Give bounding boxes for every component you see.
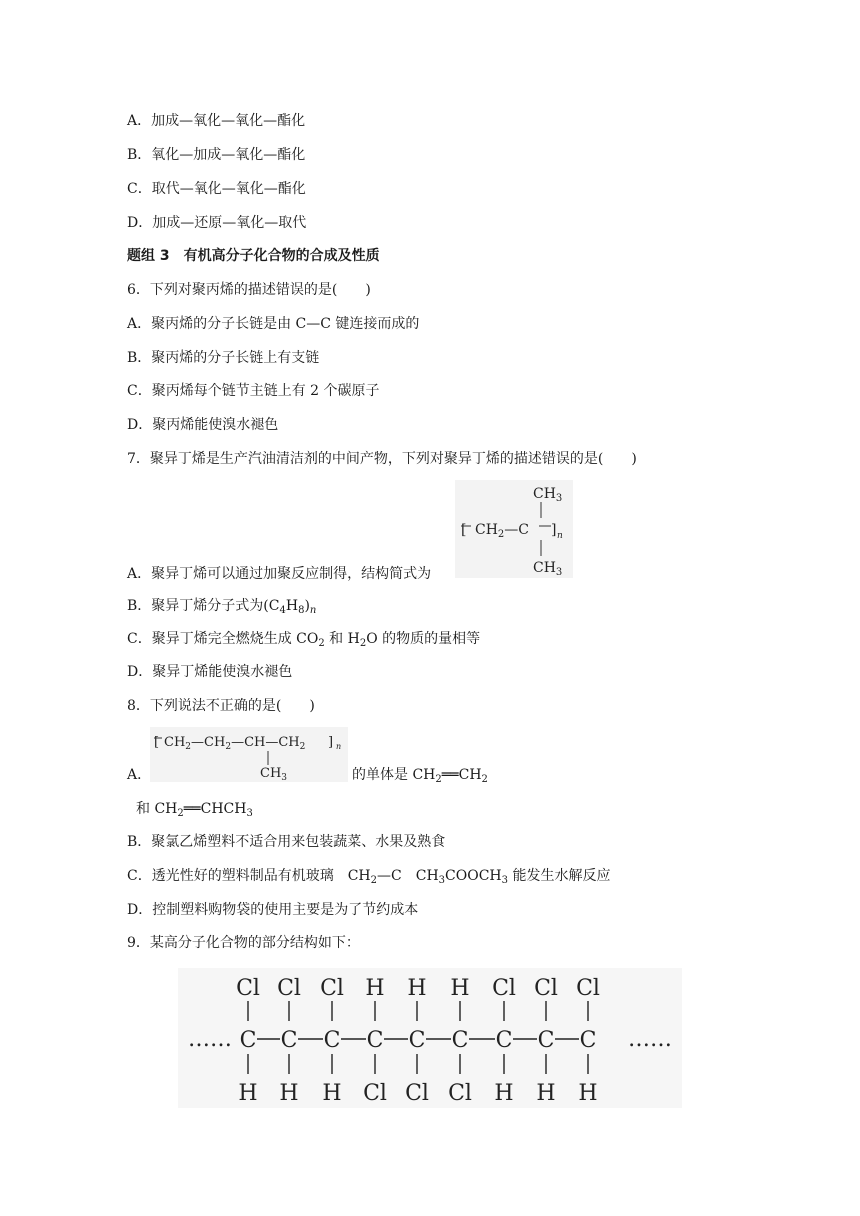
bottom-atom: Cl xyxy=(363,1081,387,1106)
chain-dots-right: …… xyxy=(628,1027,672,1052)
bottom-atom: Cl xyxy=(448,1081,472,1106)
q5-option-a: A．加成—氧化—氧化—酯化 xyxy=(127,113,306,129)
section-title: 题组 3 有机高分子化合物的合成及性质 xyxy=(127,248,380,264)
svg-text:]: ] xyxy=(551,522,557,538)
bottom-atom: Cl xyxy=(405,1081,429,1106)
q7-struct-n: n xyxy=(557,531,563,541)
top-atom: Cl xyxy=(236,976,260,1001)
q6-option-a: A．聚丙烯的分子长链是由 C—C 键连接而成的 xyxy=(127,316,420,332)
chain-carbon: C xyxy=(239,1028,257,1053)
q7-stem: 7．聚异丁烯是生产汽油清洁剂的中间产物，下列对聚异丁烯的描述错误的是( ) xyxy=(127,451,637,467)
chain-carbon: C xyxy=(579,1028,597,1053)
q9-stem: 9．某高分子化合物的部分结构如下： xyxy=(127,935,360,951)
top-atom: H xyxy=(407,976,427,1001)
q8-option-a-label: A． xyxy=(127,767,152,783)
chain-carbon: C xyxy=(280,1028,298,1053)
bottom-atom: H xyxy=(279,1081,299,1106)
chain-carbon: C xyxy=(408,1028,426,1053)
top-atom: Cl xyxy=(277,976,301,1001)
q8-polymer-structure xyxy=(150,727,348,782)
top-atom: Cl xyxy=(320,976,344,1001)
svg-text:]: ] xyxy=(328,735,334,750)
q5-option-c: C．取代—氧化—氧化—酯化 xyxy=(127,181,306,197)
chain-carbon: C xyxy=(366,1028,384,1053)
q7-struct-bracket-left: [ xyxy=(461,522,467,538)
q8-option-a-line2: 和 $CH_2══CHCH_3$ xyxy=(136,801,253,819)
q6-option-c: C．聚丙烯每个链节主链上有 2 个碳原子 xyxy=(127,383,380,399)
q8-option-b: B．聚氯乙烯塑料不适合用来包装蔬菜、水果及熟食 xyxy=(127,834,446,850)
q6-option-b: B．聚丙烯的分子长链上有支链 xyxy=(127,350,320,366)
q8-option-a-text: 的单体是 $CH_2══CH_2$ xyxy=(352,767,488,785)
q8-option-d: D．控制塑料购物袋的使用主要是为了节约成本 xyxy=(127,902,419,918)
chain-carbon: C xyxy=(495,1028,513,1053)
top-atom: Cl xyxy=(576,976,600,1001)
q8-stem: 8．下列说法不正确的是( ) xyxy=(127,698,315,714)
q6-option-d: D．聚丙烯能使溴水褪色 xyxy=(127,417,279,433)
top-atom: H xyxy=(450,976,470,1001)
q7-struct-ch3-top: $CH_3$ xyxy=(533,486,563,504)
q7-struct-ch3-bottom: $CH_3$ xyxy=(533,560,563,578)
chain-dots-left: …… xyxy=(188,1027,232,1052)
bottom-atom: H xyxy=(494,1081,514,1106)
q8-struct-branch: $CH_3$ xyxy=(260,766,288,782)
q5-option-b: B．氧化—加成—氧化—酯化 xyxy=(127,147,306,163)
q8-option-c: C．透光性好的塑料制品有机玻璃 $CH_2—C$ $CH_3COOCH_3$ 能发生水解反应 xyxy=(127,868,611,886)
q9-polymer-chain xyxy=(178,968,682,1108)
q7-option-b: B．聚异丁烯分子式为$(C_4H_8)_n$ xyxy=(127,598,317,616)
q5-option-d: D．加成—还原—氧化—取代 xyxy=(127,215,307,231)
bottom-atom: H xyxy=(578,1081,598,1106)
polyisobutylene-structure xyxy=(455,480,573,578)
bottom-atom: H xyxy=(322,1081,342,1106)
q7-option-d: D．聚异丁烯能使溴水褪色 xyxy=(127,664,293,680)
q7-option-c: C．聚异丁烯完全燃烧生成 $CO_2$ 和 $H_2O$ 的物质的量相等 xyxy=(127,631,481,649)
q8-struct-main: $CH_2—CH_2—CH—CH_2$ xyxy=(164,735,306,752)
chain-carbon: C xyxy=(323,1028,341,1053)
top-atom: Cl xyxy=(534,976,558,1001)
q6-stem: 6．下列对聚丙烯的描述错误的是( ) xyxy=(127,282,371,298)
q7-struct-main: $CH_2—C$ xyxy=(475,522,530,540)
q7-option-a: A．聚异丁烯可以通过加聚反应制得，结构简式为 xyxy=(127,566,432,582)
q8-struct-n: n xyxy=(336,742,342,751)
svg-text:[: [ xyxy=(154,735,160,750)
chain-carbon: C xyxy=(451,1028,469,1053)
chain-carbon: C xyxy=(537,1028,555,1053)
top-atom: Cl xyxy=(492,976,516,1001)
top-atom: H xyxy=(365,976,385,1001)
bottom-atom: H xyxy=(238,1081,258,1106)
bottom-atom: H xyxy=(536,1081,556,1106)
